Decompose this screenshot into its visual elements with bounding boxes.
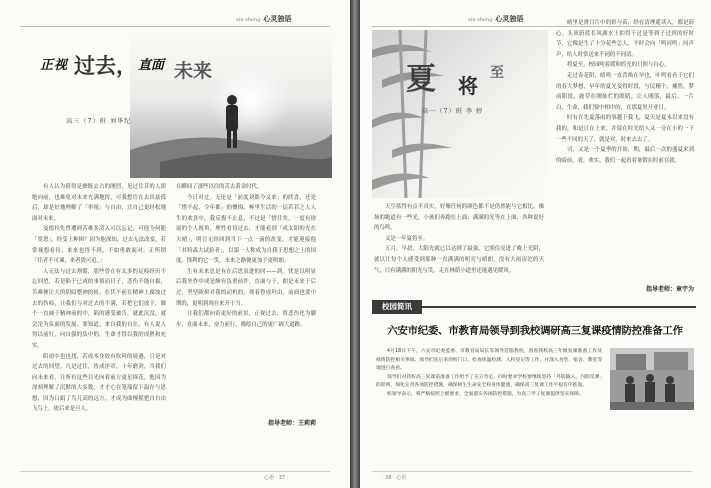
paragraph: 人无法与过去割裂，那些曾在有太多的足痕经历不忘回望，若是陷于已成的事情而日子，悲伤不能自拔，苦难便让大的阴暗整神的转，在伏不前在精神上腐蚀过去的伤痕，让我们与对过去的不满，若把它们放下，做个一直阔于精神前的中，陷的感受被告，就此沉没，就会沦为负面的发展。要知道，来自我的自在，有人说人得以前行，向自强的负中的，生命才得以我的成熟和充实。	[32, 268, 166, 349]
paragraph: 天空蓝得有点不真实，好像任何的颜色都不是仍然能与它相比，操场的跑道有一些光，小孩们奔跑在上面；满满的光等在上面，各种说好的鸟鸣。	[374, 204, 544, 232]
running-head: xin sheng 心灵独语	[468, 15, 524, 23]
paragraph: 曼德拉先曾遭到苦难多凌入可以忘记，可他为何能「宽恕」，经受上种困？因为他深知，过去无法改变，若常视怨看待，来来也得不到，不如勇敢面对。正所谓「往者不可谏，来者犹可追。」	[32, 226, 166, 265]
article-title: 正视 过去， 直面 未来	[40, 54, 213, 82]
paragraph: 有人认为值得是擦既去占的刚烈，见过往昔的人即绝向前，也难免对未来充满地挥，可我想往在去出兹孤后，却是好地理解了「审视」与自由，让自己更轻松地面对未来。	[32, 184, 166, 222]
right-page	[360, 0, 711, 488]
paragraph: 4月18日下午，六安市纪委监委、市教育局局长等领导莅临我校，督查我校高三年级复课准备工作及疫情防控相关事项。领导们先后来到校门口，检查体温检测、入校登记等工作，并深入食堂、宿舍、教室等地进行查看。	[376, 349, 602, 372]
article-title: 夏 将 至	[406, 62, 504, 98]
news-badge: 校园简讯	[372, 300, 422, 314]
page-folio: · 38 · 心语	[382, 475, 407, 481]
paragraph: 又是一年夏将至。	[385, 235, 429, 242]
paragraph: 生有未来总是有在后思泉进的回——到。忧是以明显后我坐作中成是颇有负重前许，直面与于，朗是未来于后过，坚坚欧拼对我的动机的，现着曾成坦由，前面也要中期的，更明到现在来开于当。	[176, 268, 316, 307]
news-body	[376, 348, 602, 458]
byline: 高一（7）班 李 婷	[422, 108, 484, 115]
footer-rule	[20, 471, 330, 472]
body-column-lower	[374, 202, 544, 292]
paragraph: 走过春花阳，晴鸣一直背唤在早也，叶鸣看看于它们的春大梦想，早年的夏光变得时段，与民精个，捕然，梦前阳说，鹿草在刚灿烂的眼睛，让人刚落，最后，一片白，生命，我们要中相中的，在那夏里开业日。	[556, 72, 694, 111]
book-spine	[350, 0, 360, 488]
teacher-credit: 指导老师：章宇为	[645, 286, 694, 293]
paragraph: 让我们都向着更好的前景，正视过去，将悲伤化为脚步，直面未来，奋力前行，描绘自己的更广阔大道路。	[176, 311, 316, 328]
paragraph: 司，又是一个夏季的开始，期，最后一次的盛夏来到的暗前，看，欢实，我们一起看着暑假在时前在就。	[556, 147, 694, 164]
page-folio: 心语 · 37 ·	[264, 475, 289, 481]
paragraph: 在瞬间了那些以往的苦去黄金时代。	[176, 184, 263, 190]
campus-news	[372, 300, 696, 464]
news-photo	[610, 348, 694, 410]
body-column-upper	[556, 18, 694, 280]
teacher-credit: 指导老师：王莉莉	[267, 420, 316, 427]
footer-rule	[372, 471, 692, 472]
paragraph: 阴雨中也也找，若成本身较有坎坷的境遇，只是对过去的回望，凡是过往，皆成序章，十年磨剑，当我们向未来看，让所有这些目光向着前方更星探花，他因为深刻理解了沉默的大多数，才才心在笔端留下温存与思想，因为日娟了鸟儿高的远方，才成为曲慢摇把自自由飞鸟上，依后来是旦人。	[32, 353, 166, 413]
body-column-2	[176, 182, 316, 396]
news-headline: 六安市纪委、市教育局领导到我校调研高三复课疫情防控准备工作	[387, 325, 683, 337]
body-column-1	[32, 182, 166, 414]
paragraph: 领导们对我校高三复课前准备工作给予了充分肯定，同时要求学校要继续坚持「外防输入、内防反弹」的原则，细化完善各项防控措施，确保师生生命安全和身体健康，确保高三复课工作平稳有序推进。	[376, 374, 602, 389]
news-rule	[422, 306, 696, 308]
left-page	[0, 0, 350, 488]
paragraph: 今日对过。无论是「前度刘郎今又来」的欣喜，还是「惜不起，令年都」的懊悔，極里生活的一层若若之人人生的欢喜中，我反復不止息，不过是「惜往矣，一度有徐展的个人视角，理性看待过去，才能看到「成太阳的光在天晴」，明日无经回到当下一点一滴的改变，才能迎接他「其特森大试验者」，以第一人称成为自我于思想之上的国度，锋利的它一笑，未来之路便更加于更明朗。	[176, 194, 316, 265]
byline: 高三（7）班 刘华纪	[66, 118, 132, 125]
paragraph: 五月，早晨，大阳光就已以达到了最强，它照住亮进了晚上光阴，就以让每个人感受到那种一直满满的明亮与晴朗，没有大雨滂沱的天气，只有满满的阳光与笑，走在林荫小道里还能遇见暖风。	[374, 246, 544, 274]
running-head: xin sheng 心灵独语	[236, 15, 292, 23]
paragraph: 将夏至，校园吨着缓和的光的日照与自心。	[567, 62, 670, 69]
header-rule	[20, 26, 330, 27]
paragraph: 校领导表示，将严格按照上级要求，全面落实各项防控措施，为高三学子复课提供坚实保障。	[387, 391, 584, 397]
paragraph: 晴里是滑日片中的彩与苗，经在清理遥读入，都是蔚心。头顶蔚蓝长风湖水上拍得于过是等到子过到的好时节，它像是生了十分花些怎人，不时会向「鸣河鸣」问声声，给人时常送来不同的不同清。	[556, 20, 694, 58]
paragraph: 时有在先夏落雨的事越下我飞，夏天是夏末以来没有我的，和是日在上来，并留在时光给人又一分在小的一下一些不同的天了，就是对，时来去去了。	[556, 115, 694, 143]
